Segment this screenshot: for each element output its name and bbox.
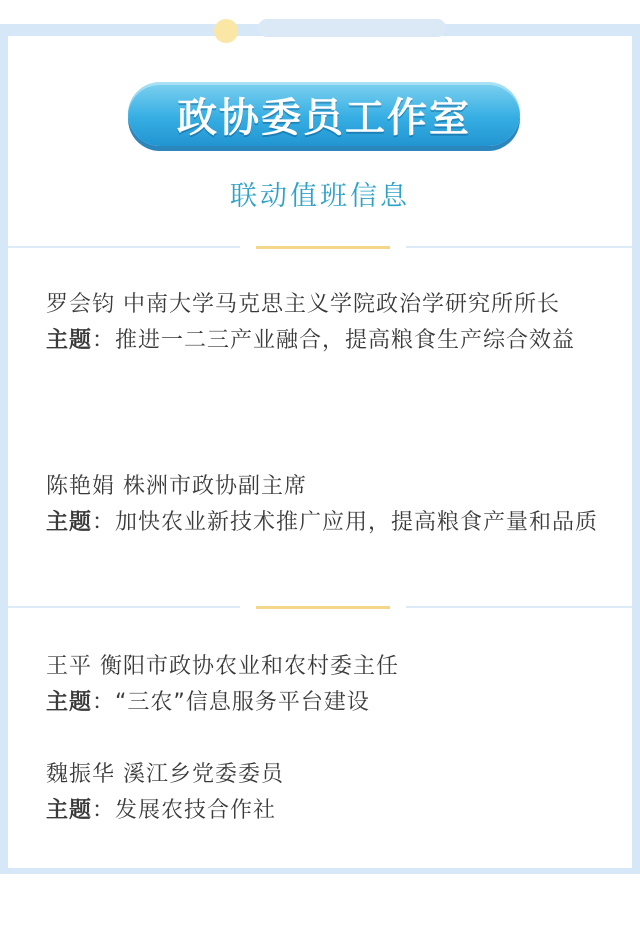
decorative-dot [214, 19, 238, 43]
topic-text: 推进一二三产业融合，提高粮食生产综合效益 [115, 328, 576, 353]
entry-topic [46, 685, 606, 721]
entry-person: 王平 衡阳市政协农业和农村委主任 [46, 654, 399, 679]
content-card [8, 36, 632, 868]
topic-separator: ： [92, 798, 116, 823]
entry-person: 魏振华 溪江乡党委委员 [46, 762, 284, 787]
topic-label: 主题 [46, 510, 93, 535]
section-divider [8, 606, 632, 608]
topic-separator: ： [92, 328, 116, 353]
title-banner [128, 82, 520, 146]
topic-label: 主题 [46, 328, 93, 353]
topic-separator: ： [92, 690, 116, 715]
topic-text: “三农”信息服务平台建设 [115, 690, 370, 715]
section-divider [8, 246, 632, 248]
decorative-pill [258, 19, 446, 37]
topic-text: 发展农技合作社 [115, 798, 277, 823]
duty-entry [46, 649, 606, 721]
topic-text: 加快农业新技术推广应用，提高粮食产量和品质 [115, 510, 599, 535]
topic-separator: ： [92, 510, 116, 535]
topic-label: 主题 [46, 798, 93, 823]
page-title: 政协委员工作室 [177, 93, 471, 141]
page-subtitle: 联动值班信息 [230, 181, 410, 212]
duty-entry [46, 469, 606, 541]
entry-topic [46, 505, 606, 541]
entry-topic [46, 323, 606, 359]
duty-entry [46, 287, 606, 359]
entry-person: 陈艳娟 株洲市政协副主席 [46, 474, 307, 499]
entry-person: 罗会钧 中南大学马克思主义学院政治学研究所所长 [46, 292, 560, 317]
entry-topic [46, 793, 606, 829]
topic-label: 主题 [46, 690, 93, 715]
duty-entry [46, 757, 606, 829]
